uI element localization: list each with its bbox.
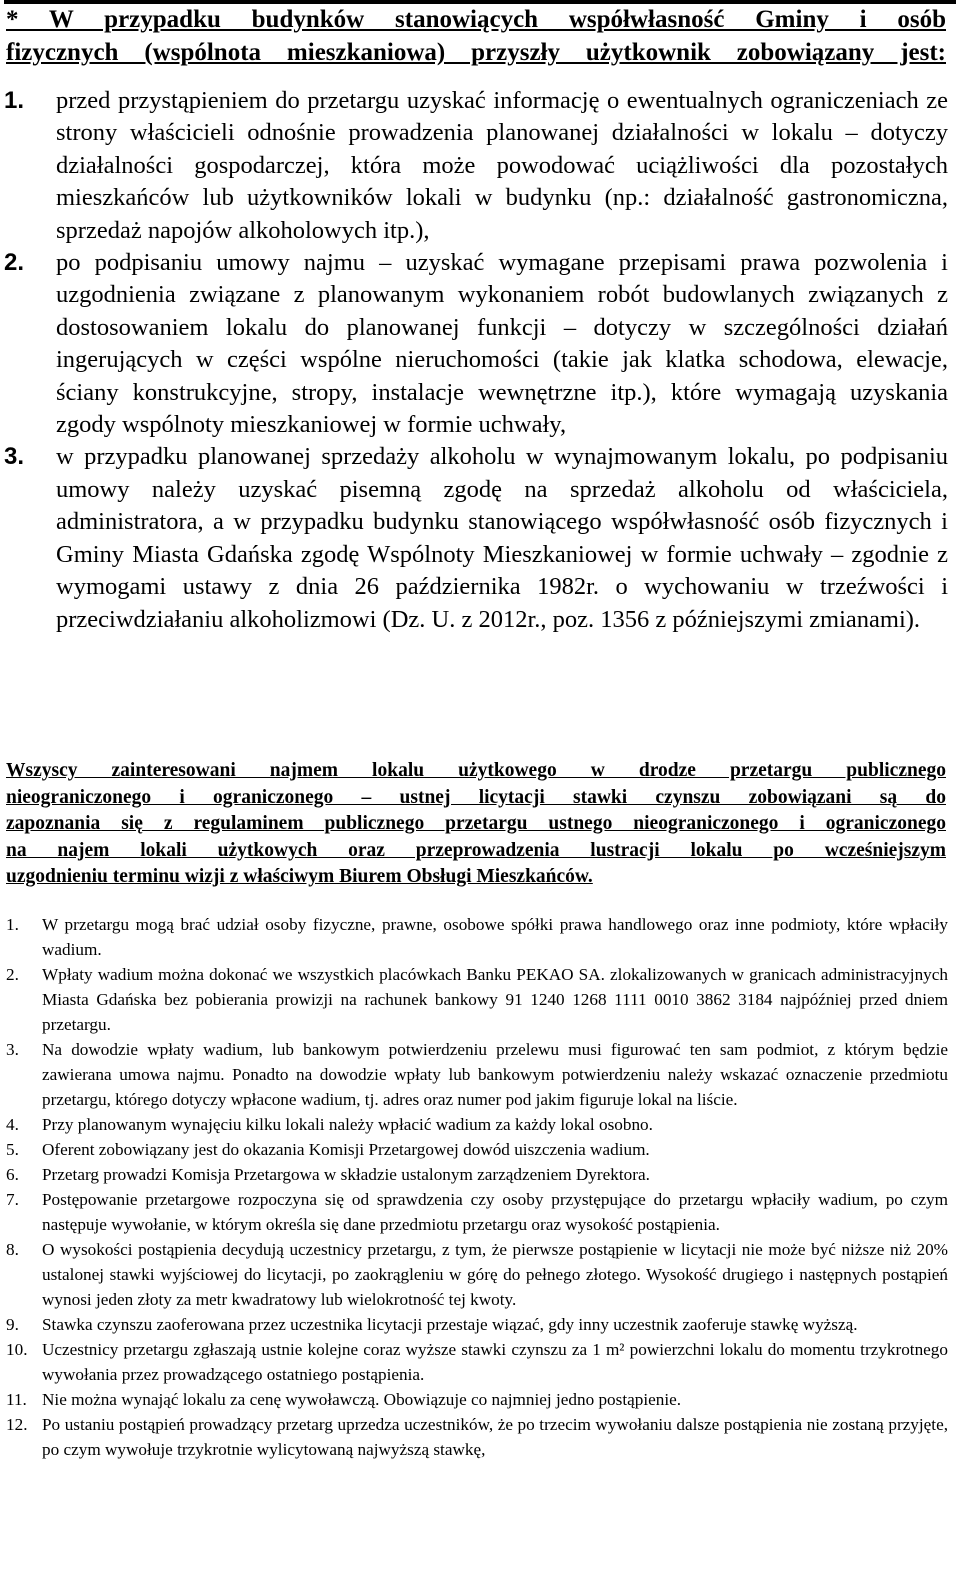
rule-text: Wpłaty wadium można dokonać we wszystkich placówkach Banku PEKAO SA. zlokalizowanych w granicach administracyjnych Miasta Gdańska bez pobierania prowizji na rachunek bankowy 91 1240 1268 1111 0010 3862 3184 najpóźniej przed dniem przetargu. [42, 965, 948, 1034]
rule-number: 9. [6, 1315, 19, 1334]
heading-line-2: fizycznych (wspólnota mieszkaniowa) przyszły użytkownik zobowiązany jest: [6, 39, 946, 66]
rule-number: 3. [6, 1040, 19, 1059]
rule-item [4, 1387, 948, 1412]
rule-text: W przetargu mogą brać udział osoby fizyczne, prawne, osobowe spółki prawa handlowego oraz inne podmioty, które wpłaciły wadium. [42, 915, 948, 959]
rule-number: 7. [6, 1190, 19, 1209]
heading-line-1: * W przypadku budynków stanowiących współwłasność Gminy i osób [6, 6, 946, 33]
obligations-list [4, 85, 948, 636]
rule-text: Przetarg prowadzi Komisja Przetargowa w składzie ustalonym zarządzeniem Dyrektora. [42, 1165, 650, 1184]
obligation-text: po podpisaniu umowy najmu – uzyskać wymagane przepisami prawa pozwolenia i uzgodnienia związane z planowanym wykonaniem robót budowlanych związanych z dostosowaniem lokalu do planowanej funkcji – dotyczy w szczególności działań ingerujących w części wspólne nieruchomości (takie jak klatka schodowa, elewacje, ściany konstrukcyjne, stropy, instalacje wewnętrzne itp.), które wymagają uzyskania zgody wspólnoty mieszkaniowej w formie uchwały, [56, 249, 948, 439]
notice-line-2: nieograniczonego i ograniczonego – ustnej licytacji stawki czynszu zobowiązani są do [6, 786, 946, 808]
notice-line-3: zapoznania się z regulaminem publicznego przetargu ustnego nieograniczonego i ograniczonego [6, 813, 946, 834]
obligation-number: 1. [4, 87, 25, 114]
rule-text: Nie można wynająć lokalu za cenę wywoławczą. Obowiązuje co najmniej jedno postąpienie. [42, 1390, 682, 1409]
rule-item [4, 962, 948, 1037]
rule-item [4, 1037, 948, 1112]
rule-text: Po ustaniu postąpień prowadzący przetarg uprzedza uczestników, że po trzecim wywołaniu dalsze postąpienia nie zostaną przyjęte, po czym wywołuje trzykrotnie wylicytowaną najwyższą stawkę, [42, 1415, 948, 1459]
rule-text: Postępowanie przetargowe rozpoczyna się od sprawdzenia czy osoby przystępujące do przetargu wpłaciły wadium, po czym następuje wywołanie, w którym określa się dane przedmiotu przetargu oraz wysokość postąpienia. [42, 1190, 948, 1234]
notice-line-1: Wszyscy zainteresowani najmem lokalu użytkowego w drodze przetargu publicznego [6, 760, 946, 781]
rule-number: 4. [6, 1115, 19, 1134]
rule-text: Przy planowanym wynajęciu kilku lokali należy wpłacić wadium za każdy lokal osobno. [42, 1115, 653, 1134]
rule-text: Oferent zobowiązany jest do okazania Komisji Przetargowej dowód uiszczenia wadium. [42, 1140, 650, 1159]
rule-item [4, 1187, 948, 1237]
rule-item [4, 1112, 948, 1137]
rule-text: Uczestnicy przetargu zgłaszają ustnie kolejne coraz wyższe stawki czynszu za 1 m² powierzchni lokalu do momentu trzykrotnego wywołania przez prowadzącego ostatniego postąpienia. [42, 1340, 948, 1384]
notice-line-5: uzgodnieniu terminu wizji z właściwym Biurem Obsługi Mieszkańców. [6, 866, 593, 887]
obligation-text: w przypadku planowanej sprzedaży alkoholu w wynajmowanym lokalu, po podpisaniu umowy należy uzyskać pisemną zgodę na sprzedaż alkoholu od właściciela, administratora, a w przypadku budynku stanowiącego współwłasność osób fizycznych i Gminy Miasta Gdańska zgodę Wspólnoty Mieszkaniowej w formie uchwały – zgodnie z wymogami ustawy z dnia 26 października 1982r. o wychowaniu w trzeźwości i przeciwdziałaniu alkoholizmowi (Dz. U. z 2012r., poz. 1356 z późniejszymi zmianami). [56, 443, 948, 633]
obligation-item [4, 441, 948, 635]
rule-number: 2. [6, 965, 19, 984]
rule-text: O wysokości postąpienia decydują uczestnicy przetargu, z tym, że pierwsze postąpienie w licytacji nie może być niższe niż 20% ustalonej stawki wyjściowej do licytacji, po zaokrągleniu w górę do pełnego złotego. Wysokość drugiego i następnych postąpień wynosi jeden złoty za metr kwadratowy lub wielokrotność tej kwoty. [42, 1240, 948, 1309]
obligation-text: przed przystąpieniem do przetargu uzyskać informację o ewentualnych ograniczeniach ze strony właścicieli odnośnie prowadzenia planowanej działalności w lokalu – dotyczy działalności gospodarczej, która może powodować uciążliwości dla pozostałych mieszkańców lub użytkowników lokali w budynku (np.: działalność gastronomiczna, sprzedaż napojów alkoholowych itp.), [56, 87, 948, 244]
rule-number: 10. [6, 1340, 28, 1359]
rule-number: 1. [6, 915, 19, 934]
rule-item [4, 912, 948, 962]
section-heading [6, 3, 946, 69]
rule-item [4, 1162, 948, 1187]
rule-number: 5. [6, 1140, 19, 1159]
notice-paragraph [6, 758, 946, 891]
obligation-number: 2. [4, 249, 25, 277]
rule-number: 12. [6, 1415, 28, 1434]
notice-line-4: na najem lokali użytkowych oraz przeprowadzenia lustracji lokalu po wcześniejszym [6, 839, 946, 861]
obligation-item [4, 247, 948, 441]
rules-list [4, 912, 948, 1462]
rule-number: 8. [6, 1240, 19, 1259]
rule-item [4, 1137, 948, 1162]
rule-item [4, 1412, 948, 1462]
rule-item [4, 1237, 948, 1312]
rule-item [4, 1312, 948, 1337]
rule-text: Stawka czynszu zaoferowana przez uczestnika licytacji przestaje wiązać, gdy inny uczestnik zaoferuje stawkę wyższą. [42, 1315, 858, 1334]
rule-text: Na dowodzie wpłaty wadium, lub bankowym potwierdzeniu przelewu musi figurować ten sam podmiot, z którym będzie zawierana umowa najmu. Ponadto na dowodzie wpłaty lub bankowym potwierdzeniu należy wskazać oznaczenie przedmiotu przetargu, którego dotyczy wpłacone wadium, tj. adres oraz numer pod jakim figuruje lokal na liście. [42, 1040, 948, 1109]
obligation-item [4, 85, 948, 247]
obligation-number: 3. [4, 443, 25, 471]
rule-number: 11. [6, 1390, 27, 1409]
rule-number: 6. [6, 1165, 19, 1184]
rule-item [4, 1337, 948, 1387]
